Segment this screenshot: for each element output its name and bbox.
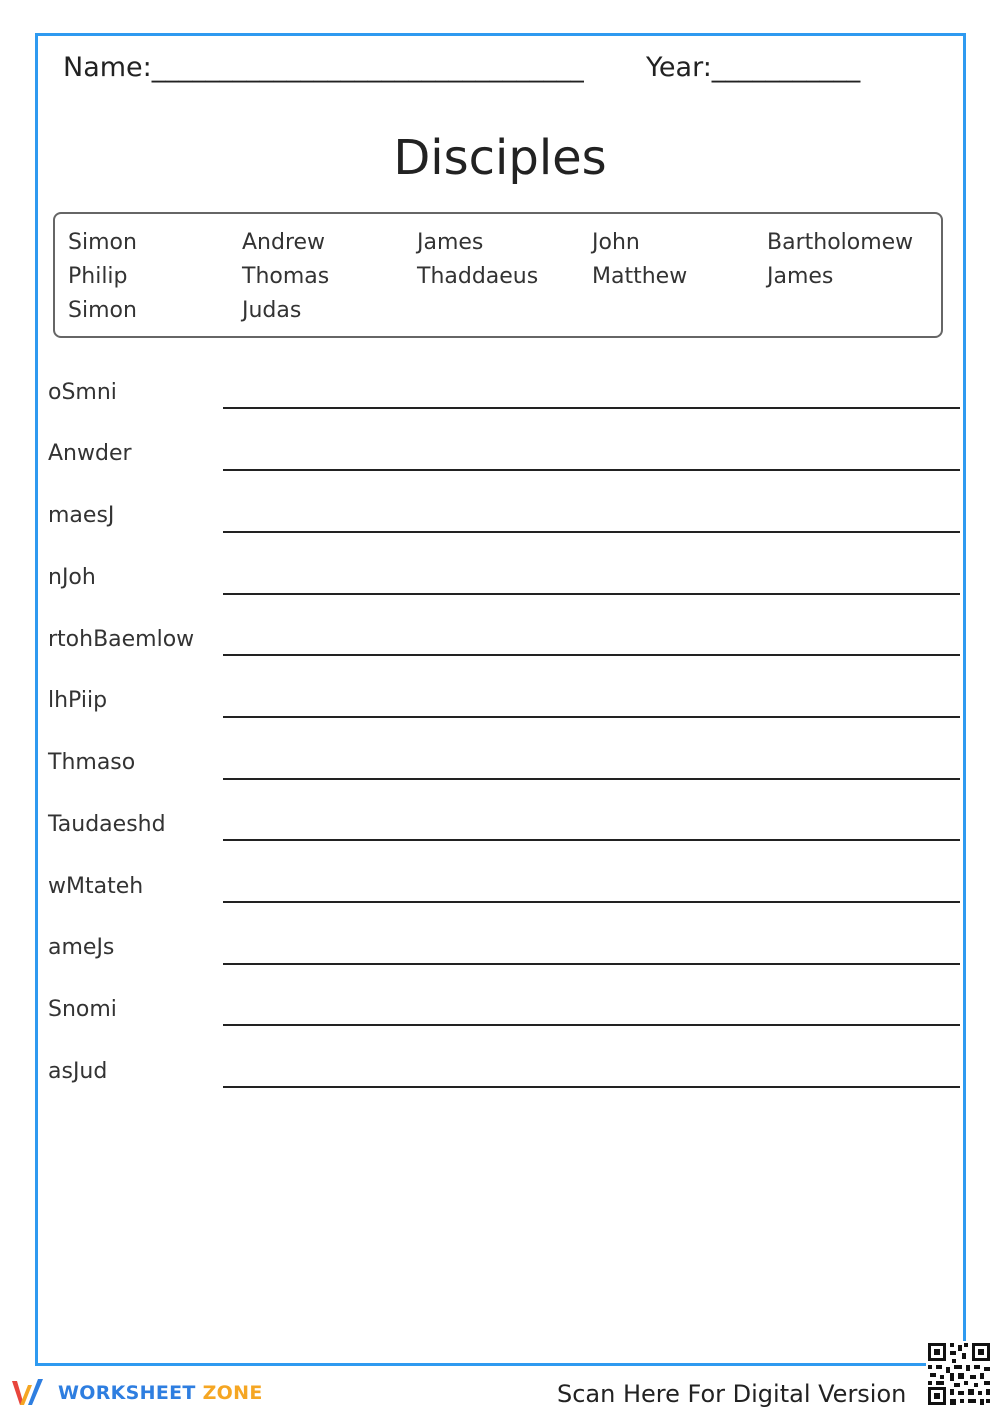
word-bank-item: Thomas: [242, 264, 330, 289]
qr-code-icon[interactable]: [926, 1341, 992, 1407]
scrambled-word: Snomi: [48, 997, 117, 1022]
page-title: Disciples: [393, 130, 607, 186]
answer-line[interactable]: [223, 1086, 960, 1088]
word-bank-item: Matthew: [592, 264, 688, 289]
scrambled-word: nJoh: [48, 565, 96, 590]
scrambled-word: wMtateh: [48, 874, 144, 899]
scrambled-word: Thmaso: [48, 750, 136, 775]
answer-line[interactable]: [223, 839, 960, 841]
scrambled-word: oSmni: [48, 380, 117, 405]
word-bank-item: Simon: [68, 298, 137, 323]
answer-line[interactable]: [223, 716, 960, 718]
scrambled-word: ameJs: [48, 935, 115, 960]
word-bank-item: Simon: [68, 230, 137, 255]
answer-line[interactable]: [223, 407, 960, 409]
answer-line[interactable]: [223, 593, 960, 595]
scan-instruction: Scan Here For Digital Version: [557, 1380, 907, 1408]
word-bank-item: John: [592, 230, 640, 255]
scrambled-word: rtohBaemlow: [48, 627, 195, 652]
scrambled-word: Anwder: [48, 441, 132, 466]
word-bank-item: James: [417, 230, 484, 255]
word-bank-item: Thaddaeus: [417, 264, 539, 289]
answer-line[interactable]: [223, 469, 960, 471]
word-bank-item: Philip: [68, 264, 128, 289]
word-bank-item: Judas: [242, 298, 302, 323]
scrambled-word: Taudaeshd: [48, 812, 166, 837]
answer-line[interactable]: [223, 963, 960, 965]
name-field[interactable]: Name:________________________________: [63, 52, 584, 83]
word-bank: [53, 212, 943, 338]
brand-logo: [10, 1376, 263, 1410]
answer-line[interactable]: [223, 778, 960, 780]
scrambled-word: lhPiip: [48, 688, 108, 713]
word-bank-item: James: [767, 264, 834, 289]
scrambled-word: maesJ: [48, 503, 115, 528]
answer-line[interactable]: [223, 901, 960, 903]
scrambled-word: asJud: [48, 1059, 108, 1084]
worksheet-zone-logo-icon: [10, 1377, 50, 1409]
answer-line[interactable]: [223, 531, 960, 533]
brand-name: WORKSHEET ZONE: [58, 1382, 263, 1404]
word-bank-item: Bartholomew: [767, 230, 914, 255]
year-field[interactable]: Year:___________: [646, 52, 861, 83]
answer-line[interactable]: [223, 1024, 960, 1026]
word-bank-item: Andrew: [242, 230, 326, 255]
answer-line[interactable]: [223, 654, 960, 656]
